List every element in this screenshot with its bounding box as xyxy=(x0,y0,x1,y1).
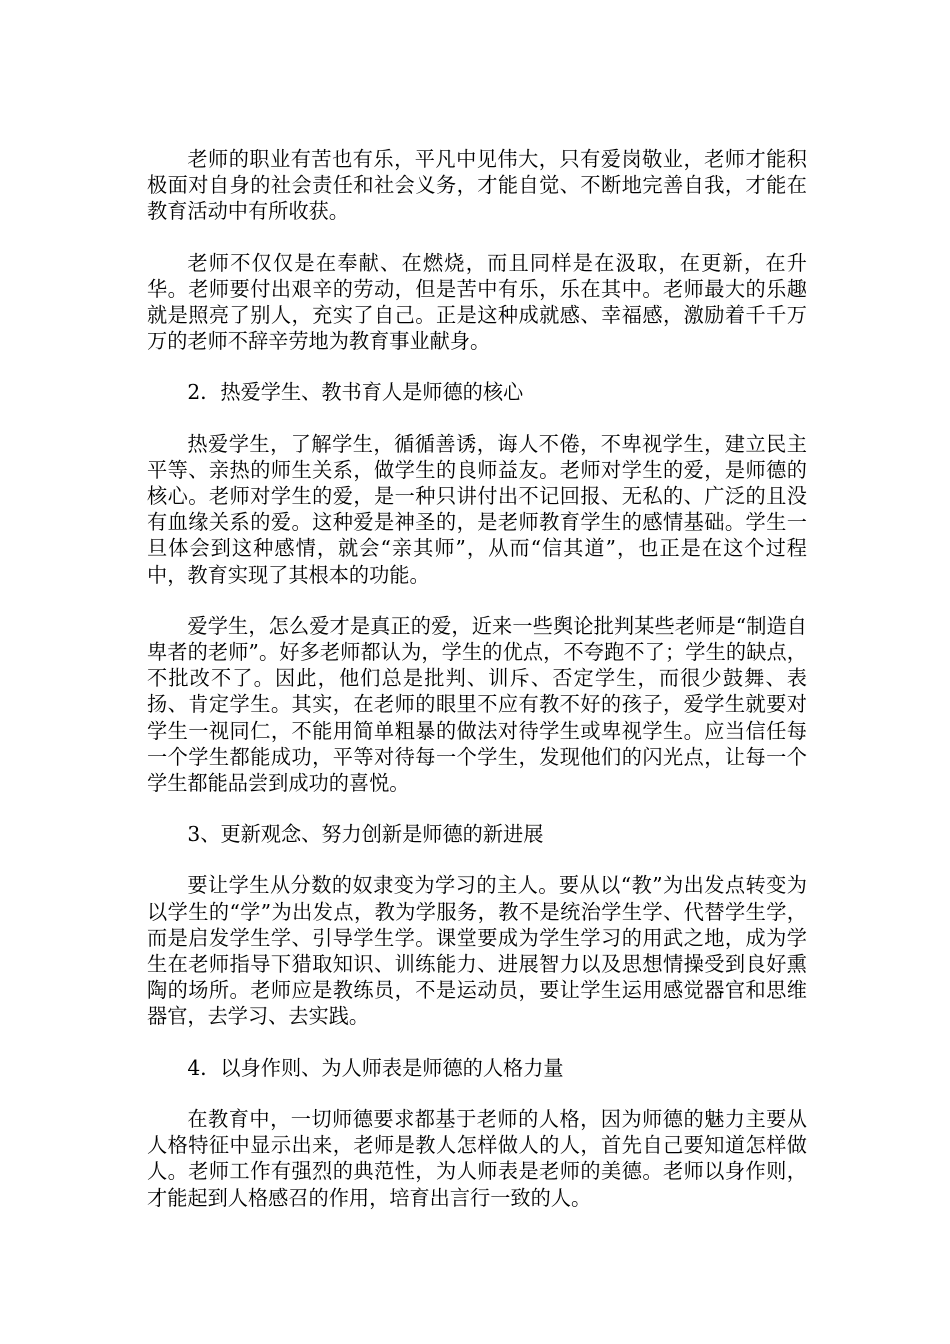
paragraph-2: 老师不仅仅是在奉献、在燃烧，而且同样是在汲取，在更新，在升华。老师要付出艰辛的劳动，但是苦中有乐，乐在其中。老师最大的乐趣就是照亮了别人，充实了自己。正是这种成就感、幸福感，激励着千千万万的老师不辞辛劳地为教育事业献身。 xyxy=(147,250,807,354)
paragraph-1: 老师的职业有苦也有乐，平凡中见伟大，只有爱岗敬业，老师才能积极面对自身的社会责任和社会义务，才能自觉、不断地完善自我，才能在教育活动中有所收获。 xyxy=(147,147,807,224)
section-heading-3: 3、更新观念、努力创新是师德的新进展 xyxy=(187,822,544,847)
paragraph-5: 要让学生从分数的奴隶变为学习的主人。要从以“教”为出发点转变为以学生的“学”为出发点，教为学服务，教不是统治学生学、代替学生学，而是启发学生学、引导学生学。课堂要成为学生学习的用武之地，成为学生在老师指导下猎取知识、训练能力、进展智力以及思想情操受到良好熏陶的场所。老师应是教练员，不是运动员，要让学生运用感觉器官和思维器官，去学习、去实践。 xyxy=(147,873,807,1029)
document-body xyxy=(147,146,807,1236)
section-heading-2: 2．热爱学生、教书育人是师德的核心 xyxy=(187,380,524,405)
paragraph-6: 在教育中，一切师德要求都基于老师的人格，因为师德的魅力主要从人格特征中显示出来，老师是教人怎样做人的人，首先自己要知道怎样做人。老师工作有强烈的典范性，为人师表是老师的美德。老师以身作则，才能起到人格感召的作用，培育出言行一致的人。 xyxy=(147,1106,807,1210)
paragraph-3: 热爱学生，了解学生，循循善诱，诲人不倦，不卑视学生，建立民主平等、亲热的师生关系，做学生的良师益友。老师对学生的爱，是师德的核心。老师对学生的爱，是一种只讲付出不记回报、无私的、广泛的且没有血缘关系的爱。这种爱是神圣的，是老师教育学生的感情基础。学生一旦体会到这种感情，就会“亲其师”，从而“信其道”，也正是在这个过程中，教育实现了其根本的功能。 xyxy=(147,431,807,587)
section-heading-4: 4．以身作则、为人师表是师德的人格力量 xyxy=(187,1055,564,1080)
paragraph-4: 爱学生，怎么爱才是真正的爱，近来一些舆论批判某些老师是“制造自卑者的老师”。好多老师都认为，学生的优点，不夸跑不了；学生的缺点，不批改不了。因此，他们总是批判、训斥、否定学生，而很少鼓舞、表扬、肯定学生。其实，在老师的眼里不应有教不好的孩子，爱学生就要对学生一视同仁，不能用简单粗暴的做法对待学生或卑视学生。应当信任每一个学生都能成功，平等对待每一个学生，发现他们的闪光点，让每一个学生都能品尝到成功的喜悦。 xyxy=(147,613,807,796)
